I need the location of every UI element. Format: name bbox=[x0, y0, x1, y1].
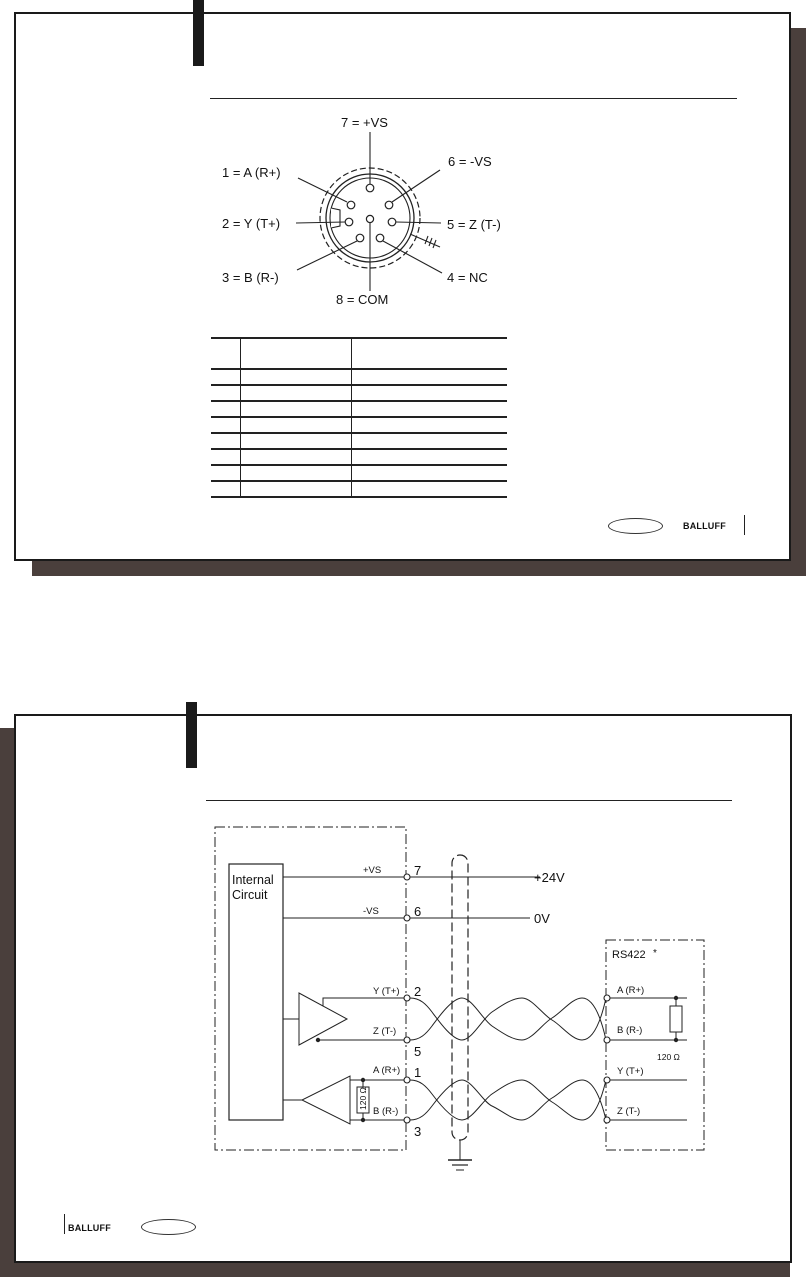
rs422-title: RS422 bbox=[612, 949, 646, 961]
rs422-asterisk: * bbox=[653, 948, 657, 959]
pin-1-label: 1 = A (R+) bbox=[222, 165, 281, 180]
terminal-7 bbox=[404, 874, 410, 880]
rs-label-a: A (R+) bbox=[617, 985, 645, 996]
supply-0v: 0V bbox=[534, 911, 550, 926]
internal-circuit-block bbox=[229, 864, 283, 1120]
cable-shield bbox=[452, 855, 468, 1140]
label-y-t-plus: Y (T+) bbox=[373, 986, 400, 997]
rs-label-z: Z (T-) bbox=[617, 1106, 641, 1117]
rs-terminal-z bbox=[604, 1117, 610, 1123]
pin-number-3: 3 bbox=[414, 1124, 422, 1139]
rs-resistor-label: 120 Ω bbox=[657, 1052, 680, 1062]
pin-3-label: 3 = B (R-) bbox=[222, 270, 279, 285]
twisted-pair-tx-b bbox=[410, 998, 606, 1040]
internal-resistor-label: 120 Ω bbox=[358, 1087, 368, 1110]
twisted-pair-rx-b bbox=[410, 1080, 606, 1120]
panel1-logo-balluff: BALLUFF bbox=[683, 521, 726, 531]
pin-5-label: 5 = Z (T-) bbox=[447, 217, 501, 232]
pin-number-1: 1 bbox=[414, 1065, 422, 1080]
panel2-logo-balluff: BALLUFF bbox=[68, 1223, 111, 1233]
pin-number-5: 5 bbox=[414, 1044, 422, 1059]
rs422-termination-resistor bbox=[670, 1006, 682, 1032]
twisted-pair-tx-a bbox=[410, 998, 606, 1040]
line-receiver-symbol bbox=[302, 1076, 350, 1124]
rs-terminal-y bbox=[604, 1077, 610, 1083]
pin-2-label: 2 = Y (T+) bbox=[222, 216, 281, 231]
pin-7-label: 7 = +VS bbox=[341, 115, 388, 130]
rs-terminal-a bbox=[604, 995, 610, 1001]
rs-terminal-b bbox=[604, 1037, 610, 1043]
pin-number-7: 7 bbox=[414, 863, 422, 878]
pin-4-label: 4 = NC bbox=[447, 270, 488, 285]
junction-dot bbox=[674, 1038, 678, 1042]
panel2-logo-oval bbox=[141, 1219, 196, 1235]
junction-dot bbox=[674, 996, 678, 1000]
terminal-1 bbox=[404, 1077, 410, 1083]
label-vs-plus: +VS bbox=[363, 865, 382, 876]
internal-circuit-label-2: Circuit bbox=[232, 888, 268, 902]
rs-label-y: Y (T+) bbox=[617, 1066, 644, 1077]
terminal-2 bbox=[404, 995, 410, 1001]
pin-number-2: 2 bbox=[414, 984, 422, 999]
junction-dot bbox=[316, 1038, 320, 1042]
label-vs-minus: -VS bbox=[363, 906, 379, 917]
pin-8-label: 8 = COM bbox=[336, 292, 389, 307]
junction-dot bbox=[361, 1118, 365, 1122]
label-z-t-minus: Z (T-) bbox=[373, 1026, 397, 1037]
terminal-5 bbox=[404, 1037, 410, 1043]
internal-circuit-label-1: Internal bbox=[232, 873, 274, 887]
label-b-r-minus: B (R-) bbox=[373, 1106, 399, 1117]
rs-label-b: B (R-) bbox=[617, 1025, 643, 1036]
pin-6-label: 6 = -VS bbox=[448, 154, 492, 169]
terminal-3 bbox=[404, 1117, 410, 1123]
junction-dot bbox=[361, 1078, 365, 1082]
twisted-pair-rx-a bbox=[410, 1080, 606, 1120]
supply-plus-24v: +24V bbox=[534, 870, 565, 885]
label-a-r-plus: A (R+) bbox=[373, 1065, 401, 1076]
rs422-boundary bbox=[606, 940, 704, 1150]
terminal-6 bbox=[404, 915, 410, 921]
panel2-logo-divider bbox=[64, 1214, 65, 1234]
pin-number-6: 6 bbox=[414, 904, 422, 919]
